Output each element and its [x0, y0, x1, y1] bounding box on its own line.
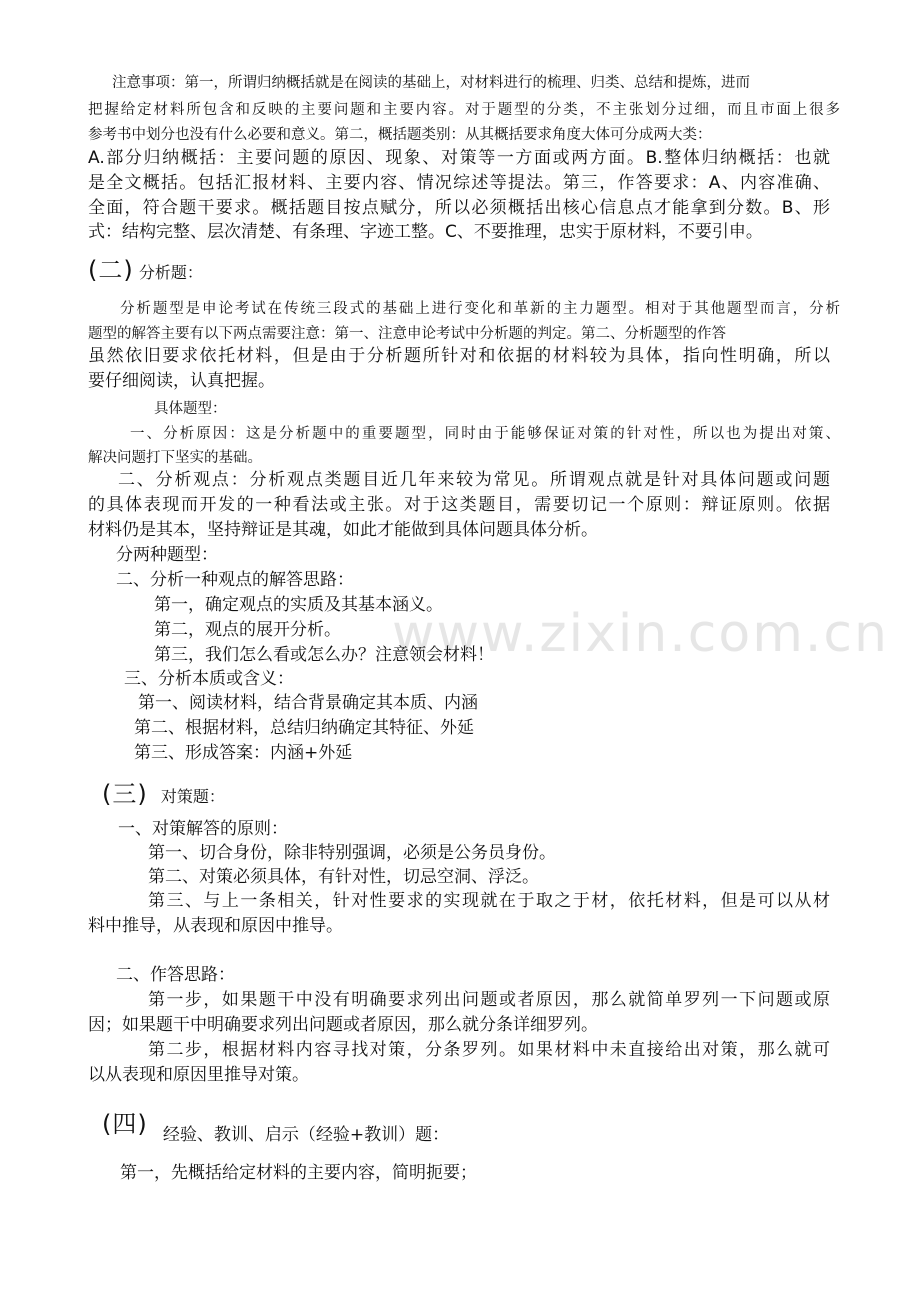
- text-line: 式：结构完整、层次清楚、有条理、字迹工整。C、不要推理，忠实于原材料，不要引申。: [88, 222, 763, 242]
- text-line: 第一、切合身份，除非特别强调，必须是公务员身份。: [148, 843, 556, 863]
- text-line: 第一，确定观点的实质及其基本涵义。: [154, 595, 443, 615]
- text-line: 要仔细阅读，认真把握。: [88, 371, 275, 391]
- text-line: 分析题型是申论考试在传统三段式的基础上进行变化和革新的主力题型。相对于其他题型而言，分析: [120, 301, 840, 317]
- section-number: (二): [88, 256, 134, 284]
- text-line: 第二、根据材料，总结归纳确定其特征、外延: [134, 718, 474, 738]
- text-line: 一、分析原因：这是分析题中的重要题型，同时由于能够保证对策的针对性，所以也为提出对策、: [130, 426, 840, 442]
- text-line: 第一，先概括给定材料的主要内容，简明扼要；: [120, 1163, 477, 1183]
- text-line: 以从表现和原因里推导对策。: [88, 1065, 309, 1085]
- text-line: 题型的解答主要有以下两点需要注意：第一、注意申论考试中分析题的判定。第二、分析题型的作答: [88, 326, 726, 342]
- section-heading-3: [102, 774, 225, 809]
- text-line: 第二、对策必须具体，有针对性，切忌空洞、浮泛。: [148, 867, 539, 887]
- text-line: A.部分归纳概括：主要问题的原因、现象、对策等一方面或两方面。B.整体归纳概括：也就: [88, 148, 830, 168]
- section-number: (四): [102, 1110, 148, 1138]
- section-title: 对策题：: [160, 787, 225, 806]
- text-line: 注意事项：第一，所谓归纳概括就是在阅读的基础上，对材料进行的梳理、归类、总结和提炼，进而: [112, 75, 750, 91]
- text-line: 解决问题打下坚实的基础。: [88, 450, 262, 466]
- text-line: 因；如果题干中明确要求列出问题或者原因，那么就分条详细罗列。: [88, 1015, 598, 1035]
- text-line: 第一步，如果题干中没有明确要求列出问题或者原因，那么就简单罗列一下问题或原: [148, 990, 830, 1010]
- text-line: 的具体表现而开发的一种看法或主张。对于这类题目，需要切记一个原则：辩证原则。依据: [88, 495, 830, 515]
- sub-heading: 具体题型：: [154, 401, 227, 417]
- text-line: 料中推导，从表现和原因中推导。: [88, 916, 343, 936]
- text-line: 材料仍是其本，坚持辩证是其魂，如此才能做到具体问题具体分析。: [88, 520, 598, 540]
- text-line: 第三、形成答案：内涵+外延: [134, 743, 353, 763]
- section-number: (三): [102, 780, 148, 808]
- text-line: 二、分析观点：分析观点类题目近几年来较为常见。所谓观点就是针对具体问题或问题: [118, 470, 830, 490]
- section-title: 经验、教训、启示（经验+教训）题：: [162, 1125, 450, 1145]
- text-line: 第二步，根据材料内容寻找对策，分条罗列。如果材料中未直接给出对策，那么就可: [148, 1040, 830, 1060]
- text-line: 第一、阅读材料，结合背景确定其本质、内涵: [138, 693, 478, 713]
- watermark: www.zixin.com.cn: [392, 604, 889, 664]
- text-line: 全面，符合题干要求。概括题目按点赋分，所以必须概括出核心信息点才能拿到分数。B、形: [88, 198, 830, 218]
- text-line: 参考书中划分也没有什么必要和意义。第二，概括题类别：从其概括要求角度大体可分成两大类：: [88, 127, 712, 143]
- text-line: 第三、与上一条相关，针对性要求的实现就在于取之于材，依托材料，但是可以从材: [148, 891, 830, 911]
- text-line: 把握给定材料所包含和反映的主要问题和主要内容。对于题型的分类，不主张划分过细，而且市面上很多: [88, 102, 840, 118]
- text-line: 二、分析一种观点的解答思路：: [116, 570, 354, 590]
- section-heading-2: [88, 250, 203, 285]
- text-line: 一、对策解答的原则：: [118, 819, 288, 839]
- section-title: 分析题：: [138, 263, 203, 282]
- text-line: 二、作答思路：: [116, 965, 235, 985]
- text-line: 分两种题型：: [116, 545, 218, 565]
- text-line: 是全文概括。包括汇报材料、主要内容、情况综述等提法。第三，作答要求：A、内容准确、: [88, 173, 830, 193]
- text-line: 三、分析本质或含义：: [124, 669, 294, 689]
- text-line: 第三，我们怎么看或怎么办？注意领会材料！: [154, 645, 494, 665]
- section-heading-4: [102, 1104, 450, 1145]
- text-line: 第二，观点的展开分析。: [154, 620, 341, 640]
- text-line: 虽然依旧要求依托材料，但是由于分析题所针对和依据的材料较为具体，指向性明确，所以: [88, 346, 830, 366]
